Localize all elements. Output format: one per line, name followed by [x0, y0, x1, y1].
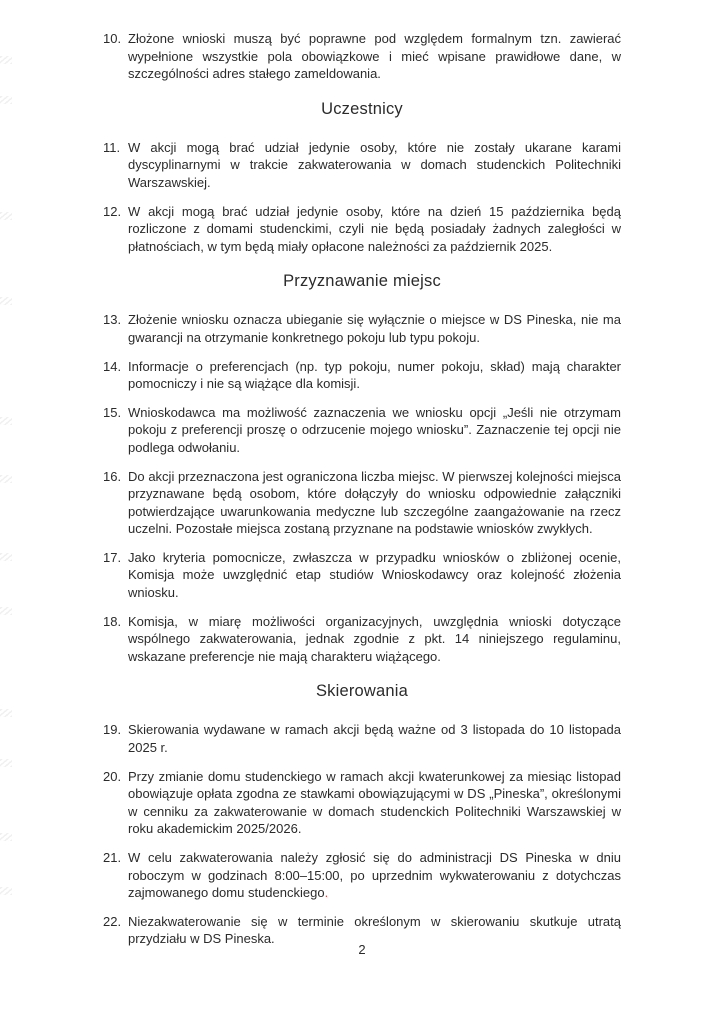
item-text: Jako kryteria pomocnicze, zwłaszcza w przypadku wniosków o zbliżonej ocenie, Komisja może uwzględnić etap studiów Wnioskodawcy oraz kolejność złożenia wniosku.: [128, 549, 621, 601]
red-period: .: [324, 885, 329, 901]
item-number: 18.: [103, 613, 122, 629]
item-text: Niezakwaterowanie się w terminie określonym w skierowaniu skutkuje utratą przydziału w DS Pineska.: [128, 913, 621, 947]
list-item: [103, 358, 621, 393]
section-heading: Uczestnicy: [321, 99, 403, 118]
list-item: [103, 311, 621, 346]
edge-artifact: [0, 709, 12, 717]
item-number: 20.: [103, 768, 122, 784]
item-text: Złożone wnioski muszą być poprawne pod względem formalnym tzn. zawierać wypełnione wszystkie pola obowiązkowe i mieć wpisane prawidłowe dane, w szczególności adres stałego zameldowania.: [128, 31, 621, 82]
edge-artifact: [0, 297, 12, 305]
item-number: 14.: [103, 358, 122, 374]
item-number: 13.: [103, 312, 122, 328]
item-text: Informacje o preferencjach (np. typ pokoju, numer pokoju, skład) mają charakter pomocniczy i nie są wiążące dla komisji.: [128, 358, 621, 392]
item-text: Wnioskodawca ma możliwość zaznaczenia we wniosku opcji „Jeśli nie otrzymam pokoju z preferencji proszę o odrzucenie mojego wniosku”. Zaznaczenie tej opcji nie podlega odwołaniu.: [128, 404, 621, 455]
page-number: 2: [358, 942, 366, 957]
item-number: 19.: [103, 722, 122, 738]
item-text: W akcji mogą brać udział jedynie osoby, które na dzień 15 października będą rozliczone z domami studenckimi, czyli nie będą posiadały żadnych zaległości w płatnościach, w tym będą miały opłacone należności za październik 2025.: [128, 203, 621, 254]
list-item: [103, 404, 621, 457]
edge-artifact: [0, 475, 12, 483]
item-number: 12.: [103, 203, 122, 219]
list-item: [103, 849, 621, 902]
item-number: 10.: [103, 31, 122, 46]
list-item: [103, 30, 621, 83]
list-item: [103, 613, 621, 666]
item-text: W akcji mogą brać udział jedynie osoby, które nie zostały ukarane karami dyscyplinarnymi w trakcie zakwaterowania w domach studenckich Politechniki Warszawskiej.: [128, 139, 621, 190]
item-number: 21.: [103, 850, 122, 865]
list-item: [103, 768, 621, 838]
edge-artifact: [0, 56, 12, 64]
item-text: Do akcji przeznaczona jest ograniczona liczba miejsc. W pierwszej kolejności miejsca przyznawane będą osobom, które dołączyły do wniosku odpowiednie załączniki potwierdzające uwarunkowania medyczne lub szczególne zaangażowanie na rzecz uczelni. Pozostałe miejsca zostaną przyznane na podstawie wniosków zwykłych.: [128, 468, 621, 537]
edge-artifact: [0, 212, 12, 220]
item-text: Przy zmianie domu studenckiego w ramach akcji kwaterunkowej za miesiąc listopad obowiązuje opłata zgodna ze stawkami obowiązującymi w DS „Pineska”, określonymi w cenniku za zakwaterowanie w domach studenckich Politechniki Warszawskiej w roku akademickim 2025/2026.: [128, 768, 621, 837]
item-number: 11.: [103, 139, 121, 155]
list-item: [103, 139, 621, 192]
item-text: Złożenie wniosku oznacza ubieganie się wyłącznie o miejsce w DS Pineska, nie ma gwarancji na otrzymanie konkretnego pokoju lub typu pokoju.: [128, 312, 621, 345]
item-number: 17.: [103, 549, 122, 565]
edge-artifact: [0, 887, 12, 895]
edge-artifact: [0, 607, 12, 615]
item-text: Komisja, w miarę możliwości organizacyjnych, uwzględnia wnioski dotyczące wspólnego zakwaterowania, jednak zgodnie z pkt. 14 niniejszego regulaminu, wskazane preferencje nie mają charakteru wiążącego.: [128, 613, 621, 664]
item-text: Skierowania wydawane w ramach akcji będą ważne od 3 listopada do 10 listopada 2025 r.: [128, 722, 621, 756]
edge-artifact: [0, 96, 12, 104]
item-number: 15.: [103, 404, 122, 420]
section-heading: Przyznawanie miejsc: [283, 272, 441, 291]
item-number: 16.: [103, 468, 122, 484]
document-body: [103, 30, 621, 959]
item-number: 22.: [103, 913, 122, 929]
edge-artifact: [0, 417, 12, 425]
edge-artifact: [0, 759, 12, 767]
list-item: [103, 203, 621, 256]
list-item: [103, 721, 621, 756]
edge-artifact: [0, 833, 12, 841]
edge-artifact: [0, 553, 12, 561]
list-item: [103, 468, 621, 538]
list-item: [103, 549, 621, 602]
item-text: W celu zakwaterowania należy zgłosić się do administracji DS Pineska w dniu roboczym w godzinach 8:00–15:00, po uprzednim wykwaterowaniu z dotychczas zajmowanego domu studenckiego.: [128, 850, 621, 901]
section-heading: Skierowania: [315, 682, 409, 701]
